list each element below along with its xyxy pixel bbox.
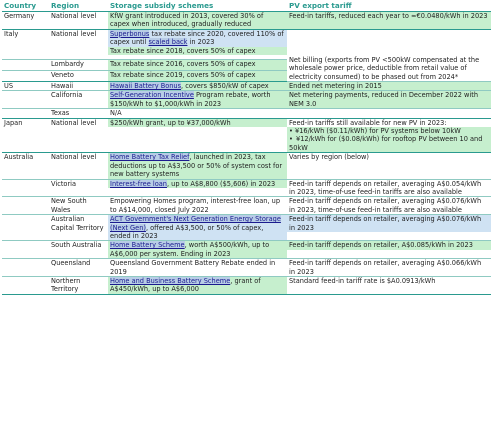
region-cell: Lombardy bbox=[49, 60, 108, 71]
header-country: Country bbox=[2, 1, 49, 12]
subsidy-table bbox=[2, 1, 491, 295]
pv-cell bbox=[287, 118, 491, 153]
row-us-hawaii bbox=[2, 82, 491, 91]
home-battery-tax-relief-link[interactable]: Home Battery Tax Relief bbox=[110, 153, 190, 162]
region-cell: National level bbox=[49, 12, 108, 30]
storage-text: $250/kWh grant, up to ¥37,000/kWh bbox=[108, 119, 287, 127]
header-row bbox=[2, 1, 491, 12]
pv-text: Feed-in tariff depends on retailer, A$0.085/kWh in 2023 bbox=[287, 241, 491, 249]
region-cell: South Australia bbox=[49, 241, 108, 259]
scaled-back-link[interactable]: scaled back bbox=[148, 38, 188, 47]
storage-cell: Tax rebate since 2016, covers 50% of capex bbox=[108, 60, 287, 71]
country-cell bbox=[2, 197, 49, 215]
row-us-texas bbox=[2, 109, 491, 118]
region-cell: Northern Territory bbox=[49, 276, 108, 294]
header-region: Region bbox=[49, 1, 108, 12]
home-battery-scheme-link[interactable]: Home Battery Scheme bbox=[110, 241, 185, 250]
region-cell: California bbox=[49, 91, 108, 109]
region-cell: Victoria bbox=[49, 179, 108, 197]
pv-cell bbox=[287, 215, 491, 241]
storage-cell bbox=[108, 118, 287, 153]
region-cell: National level bbox=[49, 153, 108, 179]
pv-text: Net billing (exports from PV <500kW compensated at the wholesale power price, deductible from retail value of electricity consumed) to be phased out from 2024* bbox=[289, 55, 480, 81]
interest-free-loan-link[interactable]: Interest-free loan bbox=[110, 179, 167, 188]
storage-cell: Queensland Government Battery Rebate ended in 2019 bbox=[108, 259, 287, 277]
next-gen-link[interactable]: ACT Government's Next Generation Energy Storage (Next Gen) bbox=[110, 215, 281, 232]
storage-cell: Hawaii Battery Bonus, covers $850/kW of capex bbox=[108, 82, 287, 91]
region-cell: Texas bbox=[49, 109, 108, 118]
storage-text: Superbonus tax rebate since 2020, covered 110% of capex until scaled back in 2023 bbox=[108, 30, 287, 47]
pv-cell bbox=[287, 29, 491, 81]
pv-cell bbox=[287, 241, 491, 259]
region-cell: National level bbox=[49, 29, 108, 59]
row-australia-national bbox=[2, 153, 491, 179]
row-australia-nsw bbox=[2, 197, 491, 215]
row-us-california bbox=[2, 91, 491, 109]
pv-cell: Feed-in tariffs, reduced each year to ≈€0.0480/kWh in 2023 bbox=[287, 12, 491, 30]
pv-cell: Feed-in tariff depends on retailer, averaging A$0.054/kWh in 2023, time-of-use feed-in tariffs are also available bbox=[287, 179, 491, 197]
pv-cell: Net metering payments, reduced in December 2022 with NEM 3.0 bbox=[287, 91, 491, 109]
superbonus-link[interactable]: Superbonus bbox=[110, 29, 150, 38]
pv-bullet-2: • ¥12/kWh for ($0.08/kWh) for rooftop PV between 10 and 50kW bbox=[287, 135, 491, 152]
country-cell: US bbox=[2, 82, 49, 91]
country-cell bbox=[2, 241, 49, 259]
pv-cell: Ended net metering in 2015 bbox=[287, 82, 491, 91]
country-cell bbox=[2, 91, 49, 109]
pv-cell: Standard feed-in tariff rate is $A0.0913/kWh bbox=[287, 276, 491, 294]
storage-cell: Empowering Homes program, interest-free loan, up to A$14,000, closed July 2022 bbox=[108, 197, 287, 215]
storage-cell: Tax rebate since 2019, covers 50% of capex bbox=[108, 71, 287, 82]
row-italy-national bbox=[2, 29, 491, 59]
pv-cell: Feed-in tariff depends on retailer, averaging A$0.076/kWh in 2023, time-of-use feed-in tariffs are also available bbox=[287, 197, 491, 215]
storage-cell bbox=[108, 29, 287, 59]
storage-cell: Home Battery Tax Relief, launched in 2023, tax deductions up to A$3,500 or 50% of system cost for new battery systems bbox=[108, 153, 287, 179]
country-cell: Australia bbox=[2, 153, 49, 179]
country-cell: Germany bbox=[2, 12, 49, 30]
storage-cell: N/A bbox=[108, 109, 287, 118]
row-japan bbox=[2, 118, 491, 153]
row-germany bbox=[2, 12, 491, 30]
header-storage: Storage subsidy schemes bbox=[108, 1, 287, 12]
row-australia-victoria bbox=[2, 179, 491, 197]
region-cell: Australian Capital Territory bbox=[49, 215, 108, 241]
row-australia-sa bbox=[2, 241, 491, 259]
region-cell: Hawaii bbox=[49, 82, 108, 91]
storage-cell: KfW grant introduced in 2013, covered 30% of capex when introduced, gradually reduced bbox=[108, 12, 287, 30]
storage-cell: Interest-free loan, up to A$8,800 ($5,606) in 2023 bbox=[108, 179, 287, 197]
storage-text-2: Tax rebate since 2018, covers 50% of capex bbox=[108, 47, 287, 55]
country-cell bbox=[2, 276, 49, 294]
country-cell bbox=[2, 179, 49, 197]
pv-text: Feed-in tariff depends on retailer, averaging A$0.076/kWh in 2023 bbox=[287, 215, 491, 232]
pv-intro: Feed-in tariffs still available for new PV in 2023: bbox=[289, 118, 447, 127]
region-cell: National level bbox=[49, 118, 108, 153]
hawaii-battery-bonus-link[interactable]: Hawaii Battery Bonus bbox=[110, 82, 182, 91]
row-australia-nt bbox=[2, 276, 491, 294]
pv-cell: Feed-in tariff depends on retailer, averaging A$0.066/kWh in 2023 bbox=[287, 259, 491, 277]
country-cell bbox=[2, 109, 49, 118]
region-cell: Veneto bbox=[49, 71, 108, 82]
row-australia-qld bbox=[2, 259, 491, 277]
storage-cell: ACT Government's Next Generation Energy Storage (Next Gen), offered A$3,500, or 50% of capex, ended in 2023 bbox=[108, 215, 287, 241]
pv-bullet-1: • ¥16/kWh ($0.11/kWh) for PV systems below 10kW bbox=[287, 127, 491, 135]
region-cell: New South Wales bbox=[49, 197, 108, 215]
self-generation-incentive-link[interactable]: Self-Generation Incentive bbox=[110, 91, 194, 100]
country-cell bbox=[2, 60, 49, 71]
country-cell: Japan bbox=[2, 118, 49, 153]
country-cell bbox=[2, 215, 49, 241]
pv-cell bbox=[287, 109, 491, 118]
country-cell: Italy bbox=[2, 29, 49, 59]
header-pv: PV export tariff bbox=[287, 1, 491, 12]
storage-cell: Self-Generation Incentive Program rebate, worth $150/kWh to $1,000/kWh in 2023 bbox=[108, 91, 287, 109]
country-cell bbox=[2, 259, 49, 277]
region-cell: Queensland bbox=[49, 259, 108, 277]
country-cell bbox=[2, 71, 49, 82]
home-and-business-battery-scheme-link[interactable]: Home and Business Battery Scheme bbox=[110, 276, 231, 285]
storage-cell: Home and Business Battery Scheme, grant of A$450/kWh, up to A$6,000 bbox=[108, 276, 287, 294]
storage-cell: Home Battery Scheme, worth A$500/kWh, up to A$6,000 per system. Ending in 2023 bbox=[108, 241, 287, 259]
row-australia-act bbox=[2, 215, 491, 241]
pv-cell: Varies by region (below) bbox=[287, 153, 491, 179]
